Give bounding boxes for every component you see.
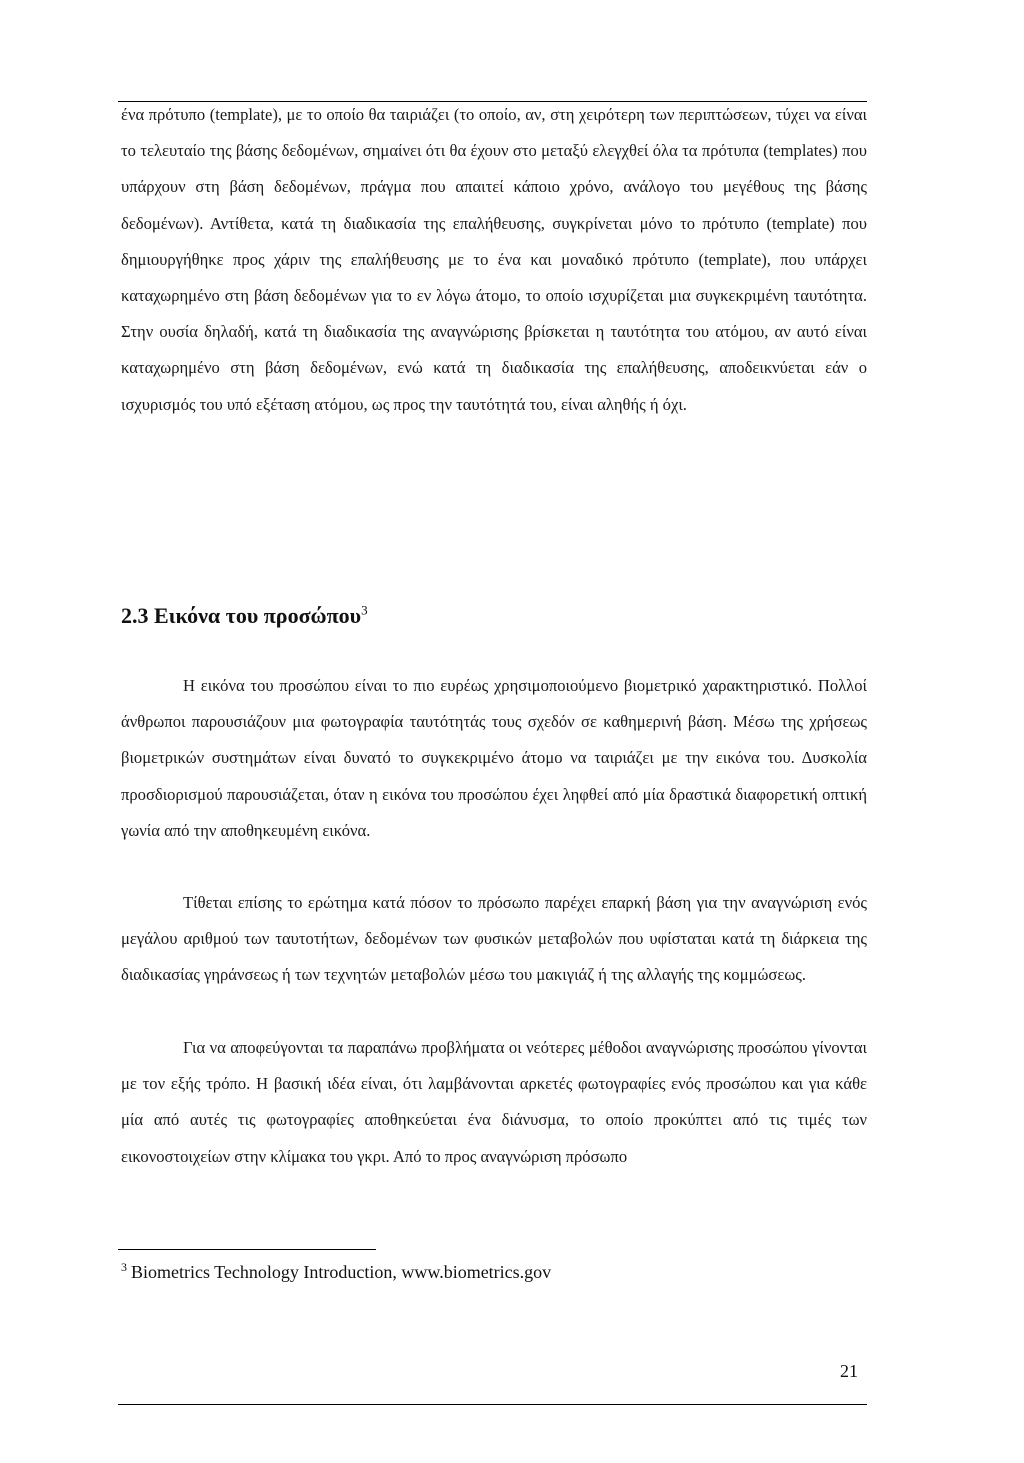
footnote-separator [118, 1249, 376, 1250]
paragraph-template-matching: ένα πρότυπο (template), με το οποίο θα ταιριάζει (το οποίο, αν, στη χειρότερη των περιπτώσεων, τύχει να είναι το τελευταίο της βάσης δεδομένων, σημαίνει ότι θα έχουν στο μεταξύ ελεγχθεί όλα τα πρότυπα (templates) που υπάρχουν στη βάση δεδομένων, πράγμα που απαιτεί κάποιο χρόνο, ανάλογο του μεγέθους της βάσης δεδομένων). Αντίθετα, κατά τη διαδικασία της επαλήθευσης, συγκρίνεται μόνο το πρότυπο (template) που δημιουργήθηκε προς χάριν της επαλήθευσης με το ένα και μοναδικό πρότυπο (template), που υπάρχει καταχωρημένο στη βάση δεδομένων για το εν λόγω άτομο, το οποίο ισχυρίζεται μια συγκεκριμένη ταυτότητα. Στην ουσία δηλαδή, κατά τη διαδικασία της αναγνώρισης βρίσκεται η ταυτότητα του ατόμου, αν αυτό είναι καταχωρημένο στη βάση δεδομένων, ενώ κατά τη διαδικασία της επαλήθευσης, αποδεικνύεται εάν ο ισχυρισμός του υπό εξέταση ατόμου, ως προς την ταυτότητά του, είναι αληθής ή όχι. [121, 105, 867, 414]
footnote-reference: 3 [361, 602, 368, 618]
footnote-number: 3 [121, 1260, 127, 1274]
paragraph-face-question: Τίθεται επίσης το ερώτημα κατά πόσον το πρόσωπο παρέχει επαρκή βάση για την αναγνώριση ενός μεγάλου αριθμού των ταυτοτήτων, δεδομένων των φυσικών μεταβολών που υφίσταται κατά τη διάρκεια της διαδικασίας γηράνσεως ή των τεχνητών μεταβολών μέσω του μακιγιάζ ή της αλλαγής της κομμώσεως. [121, 893, 867, 985]
footnote [121, 1262, 551, 1283]
bottom-rule [118, 1404, 867, 1405]
paragraph-face-image: Η εικόνα του προσώπου είναι το πιο ευρέως χρησιμοποιούμενο βιομετρικό χαρακτηριστικό. Πολλοί άνθρωποι παρουσιάζουν μια φωτογραφία ταυτότητάς τους σχεδόν σε καθημερινή βάση. Μέσω της χρήσεως βιομετρικών συστημάτων είναι δυνατό το συγκεκριμένο άτομο να ταιριάζει με την εικόνα του. Δυσκολία προσδιορισμού παρουσιάζεται, όταν η εικόνα του προσώπου έχει ληφθεί από μία δραστικά διαφορετική οπτική γωνία από την αποθηκευμένη εικόνα. [121, 676, 867, 840]
paragraph-new-methods: Για να αποφεύγονται τα παραπάνω προβλήματα οι νεότερες μέθοδοι αναγνώρισης προσώπου γίνονται με τον εξής τρόπο. Η βασική ιδέα είναι, ότι λαμβάνονται αρκετές φωτογραφίες ενός προσώπου και για κάθε μία από αυτές τις φωτογραφίες αποθηκεύεται ένα διάνυσμα, το οποίο προκύπτει από τις τιμές των εικονοστοιχείων στην κλίμακα του γκρι. Από το προς αναγνώριση πρόσωπο [121, 1038, 867, 1166]
page-number: 21 [840, 1361, 858, 1381]
section-heading [121, 603, 368, 629]
section-heading-text: 2.3 Εικόνα του προσώπου [121, 603, 362, 628]
footnote-text: Biometrics Technology Introduction, www.biometrics.gov [131, 1262, 552, 1282]
